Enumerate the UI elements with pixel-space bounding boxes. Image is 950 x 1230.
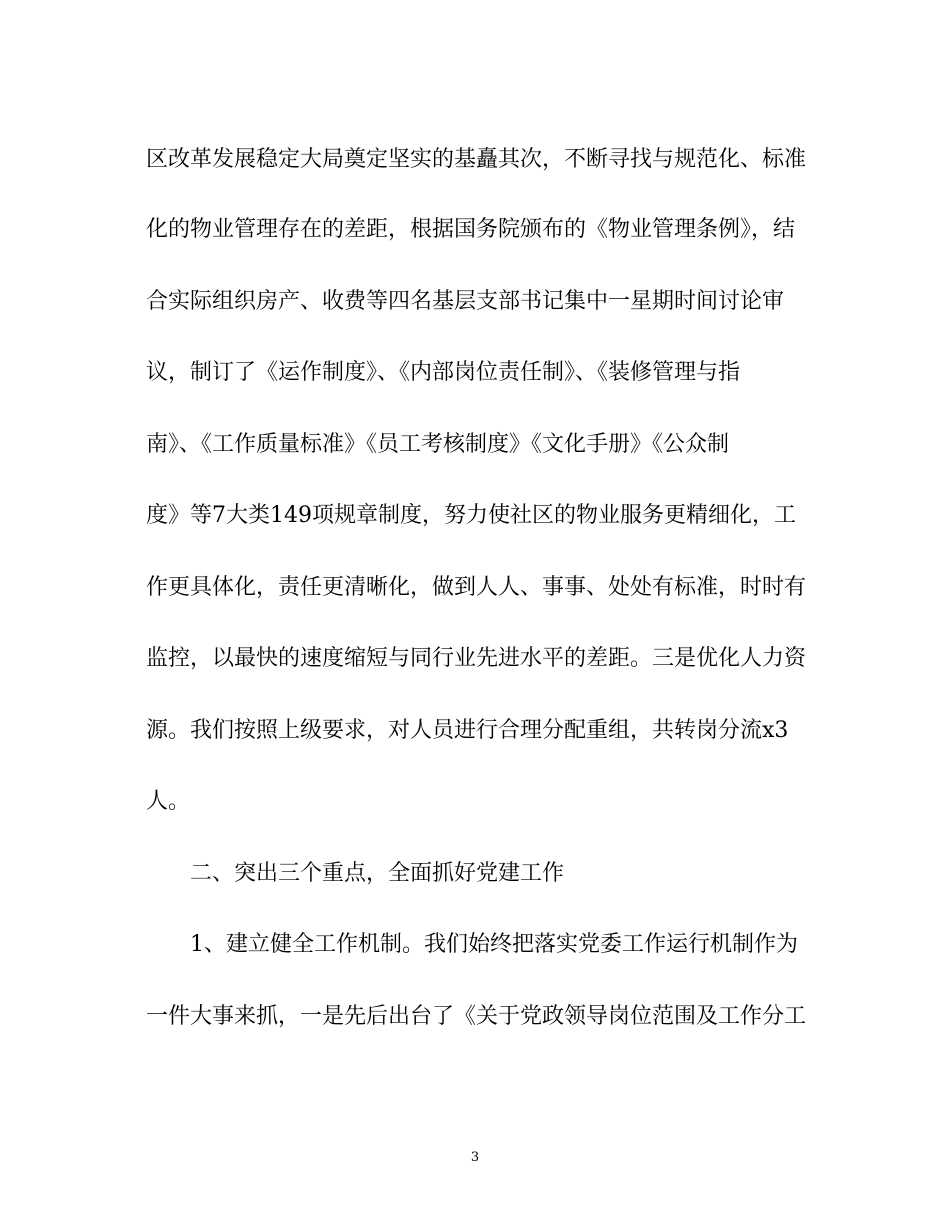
body-text-line: 化的物业管理存在的差距，根据国务院颁布的《物业管理条例》，结 [146,217,796,242]
body-text-line: 1、建立健全工作机制。我们始终把落实党委工作运行机制作为 [190,932,798,957]
section-heading: 二、突出三个重点，全面抓好党建工作 [190,861,565,886]
body-text-line: 区改革发展稳定大局奠定坚实的基矗其次，不断寻找与规范化、标准 [146,147,807,172]
body-text-line: 人。 [146,789,191,814]
body-text-line: 源。我们按照上级要求，对人员进行合理分配重组，共转岗分流x3 [146,718,789,743]
body-text-line: 监控，以最快的速度缩短与同行业先进水平的差距。三是优化人力资 [146,646,807,671]
body-text-line: 作更具体化，责任更清晰化，做到人人、事事、处处有标准，时时有 [146,575,807,600]
body-text-line: 一件大事来抓，一是先后出台了《关于党政领导岗位范围及工作分工 [146,1004,807,1029]
body-text-line: 合实际组织房产、收费等四名基层支部书记集中一星期时间讨论审 [146,289,785,314]
body-text-line: 度》等7大类149项规章制度，努力使社区的物业服务更精细化，工 [146,503,796,528]
body-text-line: 议，制订了《运作制度》、《内部岗位责任制》、《装修管理与指 [146,360,741,385]
page-number: 3 [470,1150,480,1165]
body-text-line: 南》、《工作质量标准》《员工考核制度》《文化手册》《公众制 [146,432,730,457]
